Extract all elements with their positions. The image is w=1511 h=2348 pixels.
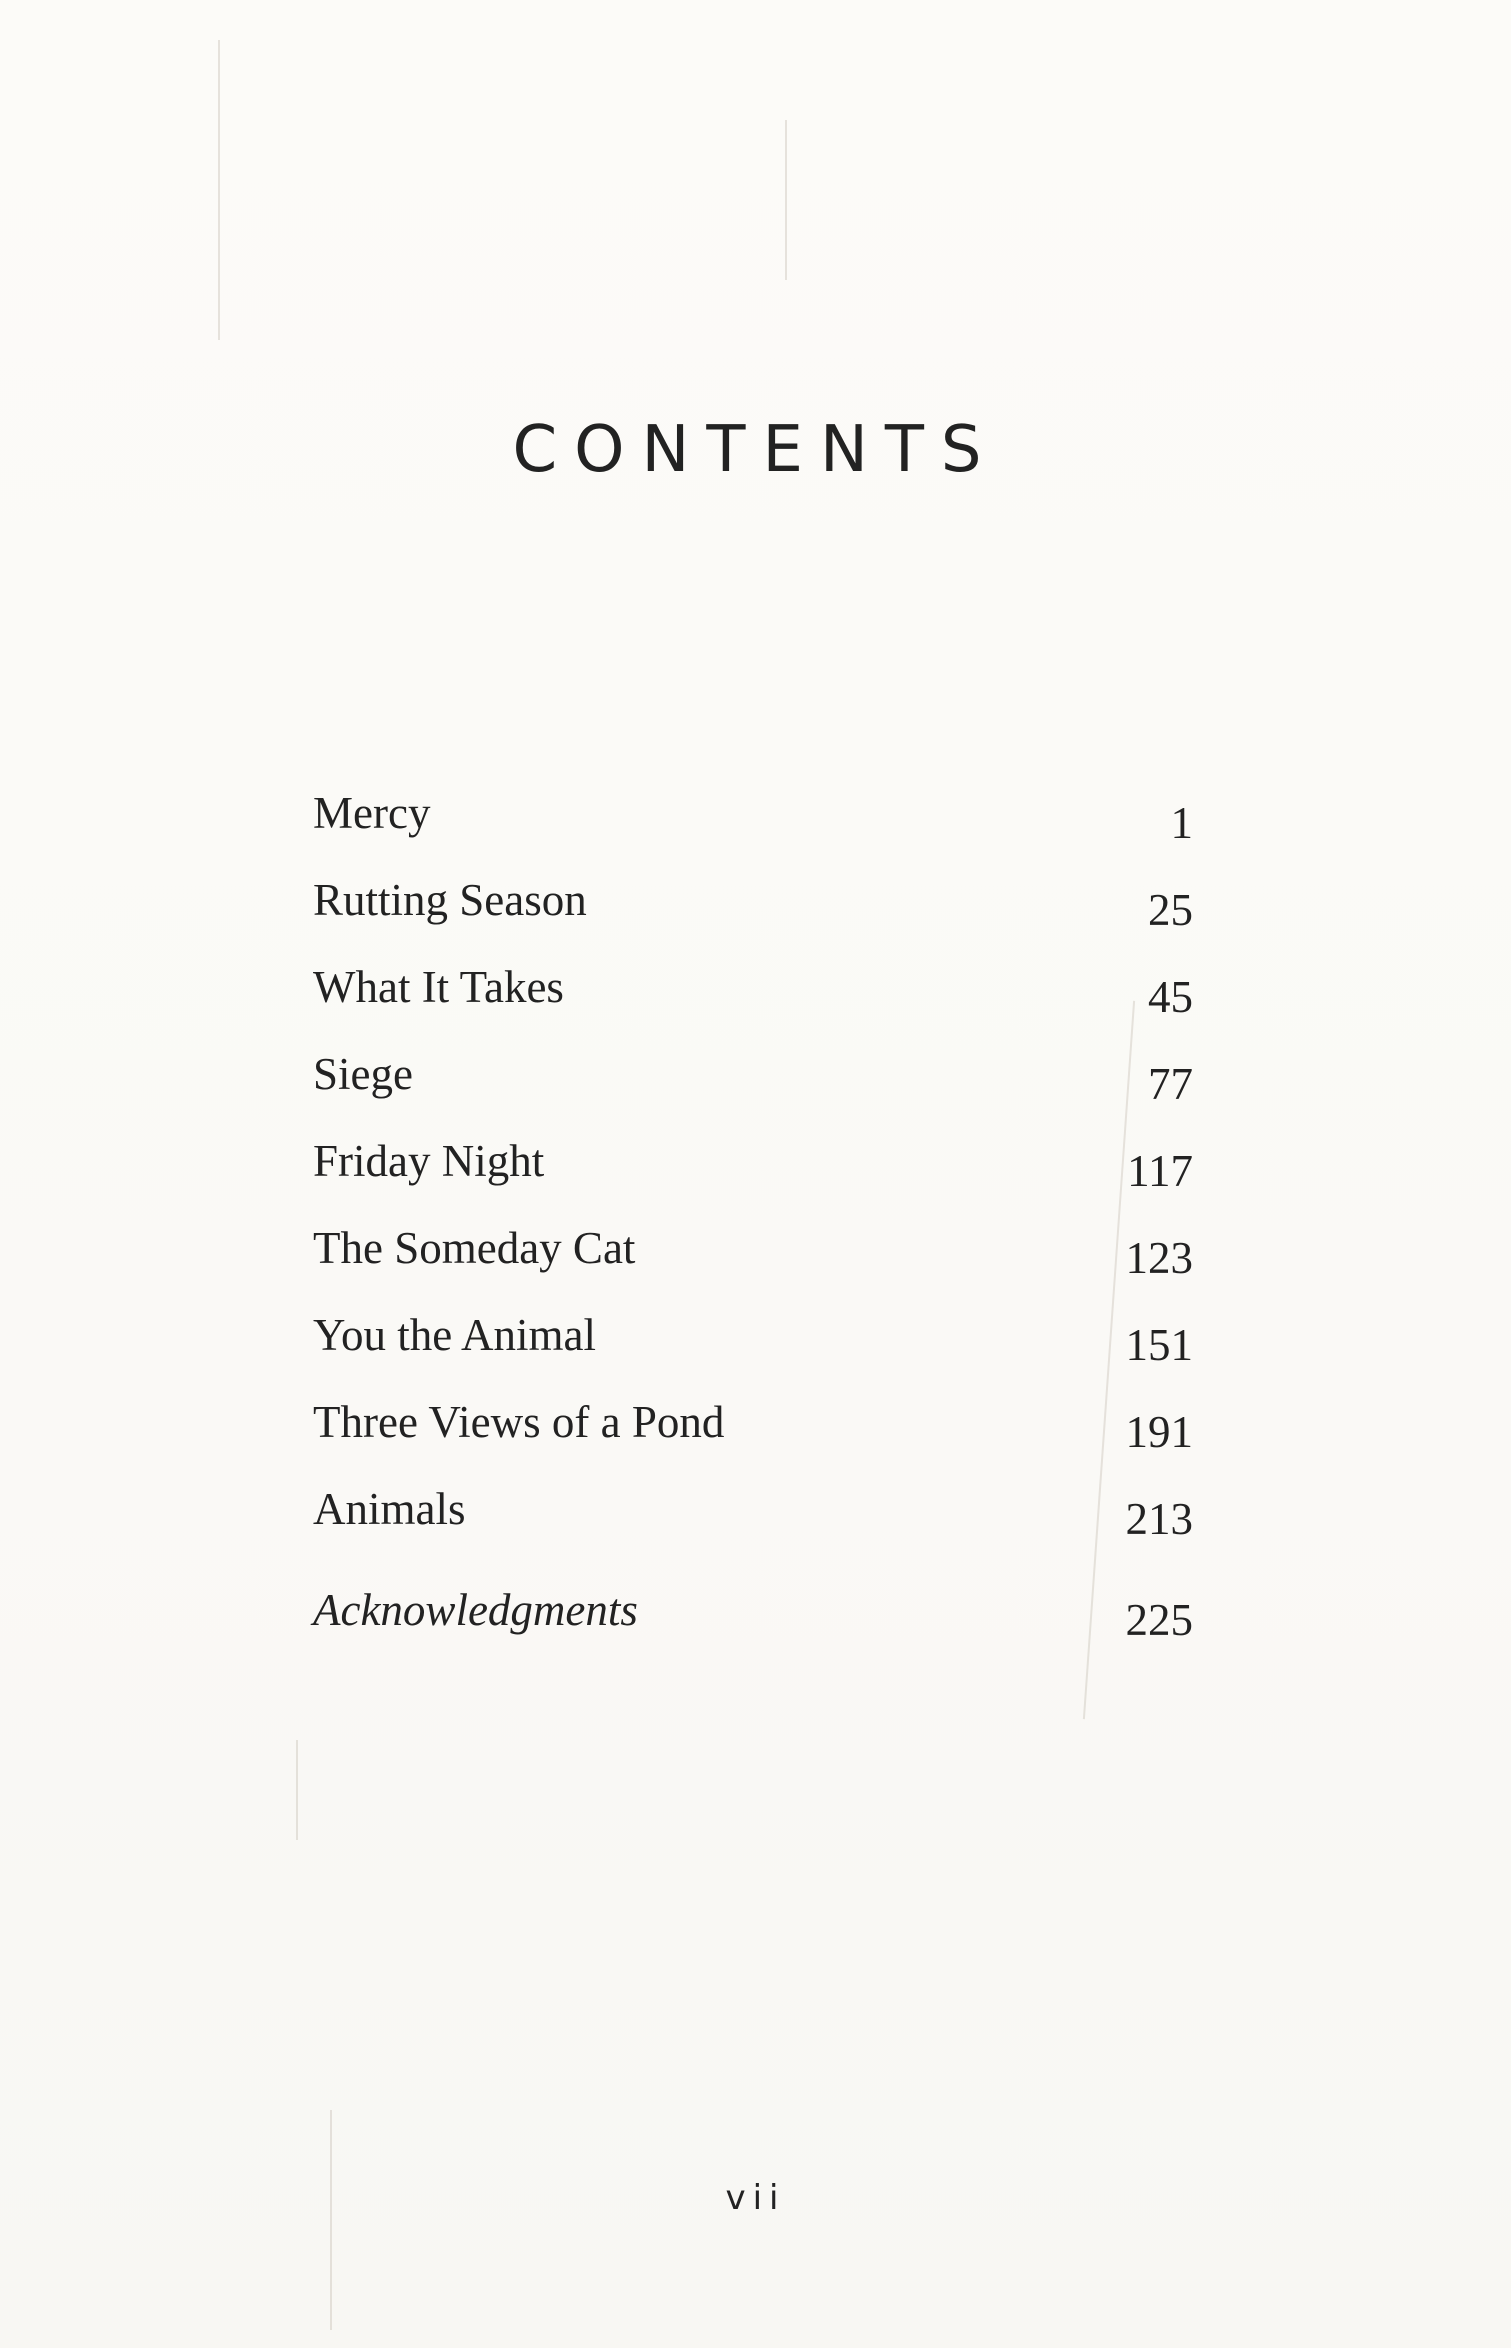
toc-entry-title: Mercy [313, 788, 431, 838]
toc-entry-title: Three Views of a Pond [313, 1397, 725, 1447]
contents-heading: CONTENTS [512, 413, 999, 487]
scan-line [785, 120, 787, 280]
toc-entry-page-number: 117 [1127, 1146, 1193, 1196]
page-folio: vii [725, 2178, 786, 2218]
toc-entry-title: Siege [313, 1049, 413, 1099]
toc-entry[interactable] [313, 1379, 1193, 1466]
toc-entry-page-number: 123 [1125, 1233, 1193, 1283]
scan-line [218, 40, 220, 340]
toc-entry-title: Friday Night [313, 1136, 545, 1186]
toc-entry-page-number: 213 [1125, 1494, 1193, 1544]
toc-entry[interactable] [313, 1466, 1193, 1553]
toc-entry[interactable] [313, 1205, 1193, 1292]
toc-entry-acknowledgments[interactable] [313, 1567, 1193, 1654]
toc-entry-page-number: 151 [1125, 1320, 1193, 1370]
toc-entry-title: The Someday Cat [313, 1223, 636, 1273]
toc-entry-title: Rutting Season [313, 875, 587, 925]
scan-line [330, 2110, 332, 2330]
toc-entry[interactable] [313, 1031, 1193, 1118]
toc-entry-title: What It Takes [313, 962, 564, 1012]
table-of-contents [313, 770, 1193, 1654]
toc-entry[interactable] [313, 1292, 1193, 1379]
toc-entry-title: Acknowledgments [313, 1585, 638, 1635]
toc-entry-title: You the Animal [313, 1310, 596, 1360]
toc-entry-page-number: 191 [1125, 1407, 1193, 1457]
toc-entry-title: Animals [313, 1484, 466, 1534]
scan-line [296, 1740, 298, 1840]
toc-entry[interactable] [313, 944, 1193, 1031]
toc-entry-page-number: 25 [1148, 885, 1193, 935]
toc-entry-page-number: 225 [1125, 1595, 1193, 1645]
toc-entry[interactable] [313, 857, 1193, 944]
toc-entry[interactable] [313, 1118, 1193, 1205]
toc-entry-page-number: 77 [1148, 1059, 1193, 1109]
toc-entry[interactable] [313, 770, 1193, 857]
toc-entry-page-number: 45 [1148, 972, 1193, 1022]
toc-entry-page-number: 1 [1170, 798, 1193, 848]
